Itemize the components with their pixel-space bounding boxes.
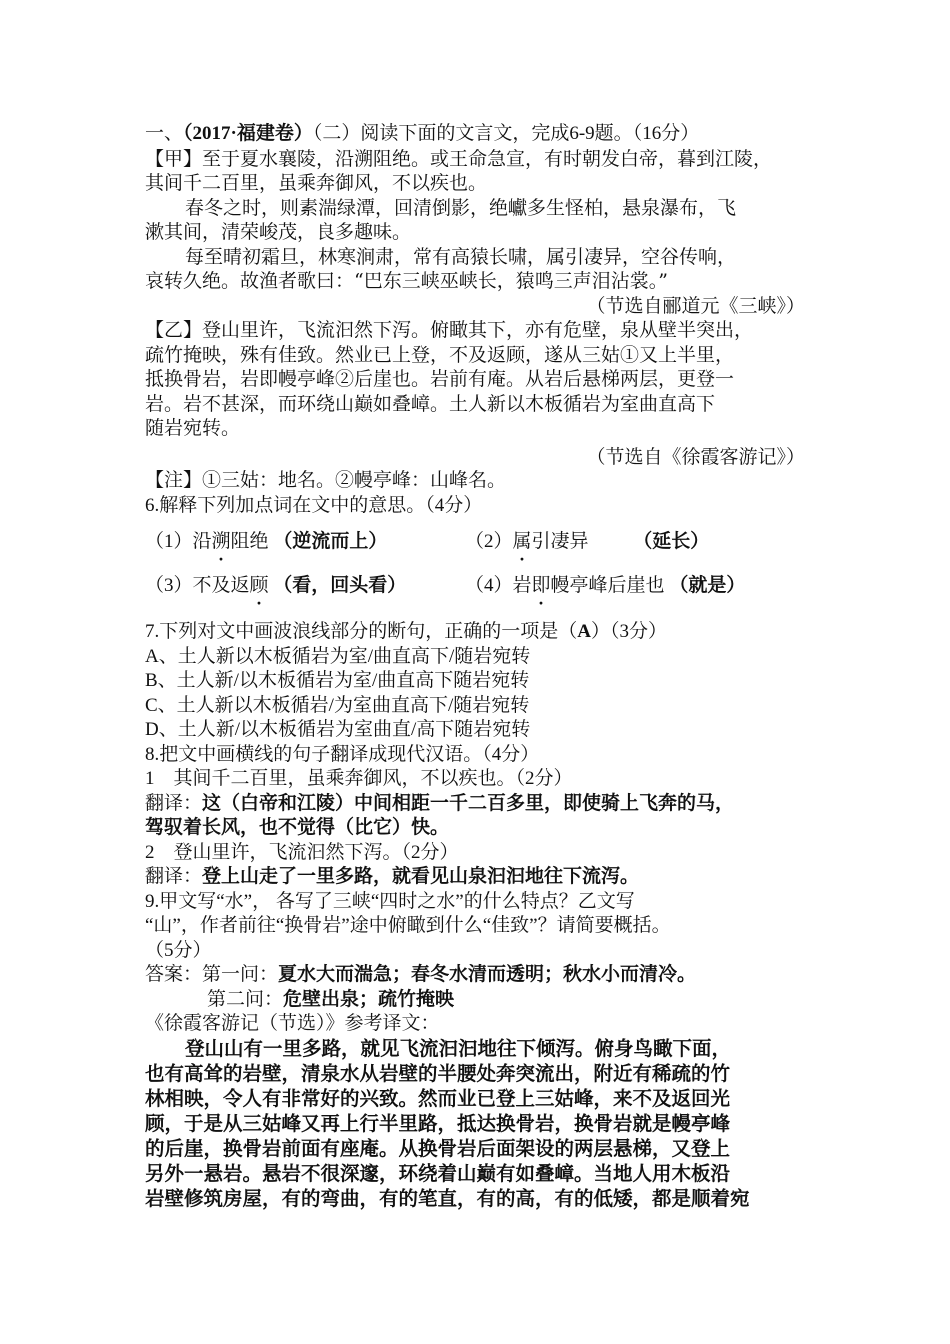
dotted-word: 属 xyxy=(512,531,532,552)
item-text: 不及返 xyxy=(192,575,250,596)
translation-label: 翻译： xyxy=(145,866,203,887)
item-number: （2） xyxy=(465,531,513,552)
question-9 xyxy=(145,890,825,1013)
sentence-1: 1 其间千二百里，虽乘奔御风，不以疾也。（2分） xyxy=(145,768,573,789)
dotted-word: 溯 xyxy=(211,531,231,552)
stem-answer: A xyxy=(577,621,591,642)
translation-line: 林相映，令人有非常好的兴致。然而业已登上三姑峰，来不及返回光 xyxy=(145,1088,731,1110)
translation-title: 《徐霞客游记（节选）》参考译文： xyxy=(145,1013,440,1034)
vocab-item xyxy=(145,530,465,564)
item-number: （4） xyxy=(465,575,513,596)
vocab-item xyxy=(465,574,785,608)
stem-text: ）（3分） xyxy=(591,621,668,642)
passage-line: 随岩宛转。 xyxy=(145,417,241,439)
option-d: D、土人新/以木板循岩为室曲直/高下随岩宛转 xyxy=(145,719,531,740)
translation-text: 登上山走了一里多路，就看见山泉汩汩地往下流泻。 xyxy=(202,866,640,887)
option-b: B、土人新/以木板循岩为室/曲直高下随岩宛转 xyxy=(145,670,530,691)
stem-text: 7.下列对文中画波浪线部分的断句，正确的一项是（ xyxy=(145,621,578,642)
dotted-word: 顾 xyxy=(249,575,269,596)
question-stem: 9.甲文写“水”， 各写了三峡“四时之水”的什么特点？乙文写 xyxy=(145,890,635,912)
translation-1-cont: 驾驭着长风，也不觉得（比它）快。 xyxy=(145,817,450,838)
section-header xyxy=(145,122,825,147)
translation-line: 顾，于是从三姑峰又再上行半里路，抵达换骨岩，换骨岩就是幔亭峰 xyxy=(145,1113,731,1135)
item-text: 沿 xyxy=(192,531,212,552)
vocab-item xyxy=(145,574,465,608)
translation-line: 也有高耸的岩壁，清泉水从岩壁的半腰处奔突流出，附近有稀疏的竹 xyxy=(145,1063,731,1085)
reference-translation xyxy=(145,1012,825,1212)
passage-line: 哀转久绝。故渔者歌曰：“巴东三峡巫峡长，猿鸣三声泪沾裳。” xyxy=(145,270,668,292)
passage-line: 其间千二百里，虽乘奔御风，不以疾也。 xyxy=(145,172,488,194)
passage-yi xyxy=(145,318,825,469)
passage-line: 抵换骨岩，岩即幔亭峰②后崖也。岩前有庵。从岩后悬梯两层，更登一 xyxy=(145,368,735,390)
passage-line: 春冬之时，则素湍绿潭，回清倒影，绝巘多生怪柏，悬泉瀑布，飞 xyxy=(185,196,737,219)
passage-source: （节选自《徐霞客游记》） xyxy=(586,445,805,468)
answer-label: 答案：第一问： xyxy=(145,964,279,985)
item-answer: （逆流而上） xyxy=(273,531,388,552)
item-answer: （就是） xyxy=(669,575,746,596)
translation-line: 另外一悬岩。悬岩不很深邃，环绕着山巅有如叠嶂。当地人用木板沿 xyxy=(145,1163,731,1185)
passage-line: 漱其间，清荣峻茂，良多趣味。 xyxy=(145,221,412,243)
sentence-2: 2 登山里许，飞流汩然下泻。（2分） xyxy=(145,841,459,863)
translation-body xyxy=(145,1037,825,1212)
question-8 xyxy=(145,743,825,890)
option-a: A、土人新以木板循岩为室/曲直高下/随岩宛转 xyxy=(145,645,531,667)
translation-1 xyxy=(145,792,825,817)
passage-line: 疏竹掩映，殊有佳致。然业已上登，不及返顾，遂从三姑①又上半里， xyxy=(145,343,735,366)
question-stem: （5分） xyxy=(145,939,212,961)
answer-label: 第二问： xyxy=(207,988,284,1010)
translation-line: 登山山有一里多路，就见飞流汩汩地往下倾泻。俯身鸟瞰下面， xyxy=(185,1038,732,1060)
option-c: C、土人新以木板循岩/为室曲直高下/随岩宛转 xyxy=(145,694,530,716)
vocab-row xyxy=(145,574,825,608)
answer-text: 危壁出泉；疏竹掩映 xyxy=(283,988,455,1010)
item-answer: （看，回头看） xyxy=(273,575,407,596)
question-6 xyxy=(145,494,825,609)
header-prefix: 一、 xyxy=(145,123,184,144)
header-rest: （二）阅读下面的文言文，完成6-9题。（16分） xyxy=(312,123,700,144)
vocab-row xyxy=(145,530,825,564)
header-source: （2017·福建卷） xyxy=(183,123,313,144)
translation-line: 的后崖，换骨岩前面有座庵。从换骨岩后面架设的两层悬梯，又登上 xyxy=(145,1138,731,1160)
passage-line: 岩。岩不甚深，而环绕山巅如叠嶂。土人新以木板循岩为室曲直高下 xyxy=(145,392,716,415)
translation-2 xyxy=(145,865,825,890)
item-text: 岩 xyxy=(512,575,532,596)
item-answer: （延长） xyxy=(633,531,710,552)
dotted-word: 即 xyxy=(531,575,551,596)
item-text: 阻绝 xyxy=(230,531,269,552)
translation-label: 翻译： xyxy=(145,792,203,814)
translation-line: 岩壁修筑房屋，有的弯曲，有的笔直，有的高，有的低矮，都是顺着宛 xyxy=(145,1188,750,1210)
item-number: （3） xyxy=(145,575,193,596)
question-stem: “山”，作者前往“换骨岩”途中俯瞰到什么“佳致”？请简要概括。 xyxy=(145,915,671,936)
answer-text: 夏水大而湍急；春冬水清而透明；秋水小而清冷。 xyxy=(278,964,697,985)
answer-2 xyxy=(145,988,825,1013)
item-text: 幔亭峰后崖也 xyxy=(550,575,665,596)
passage-line: 【甲】至于夏水襄陵，沿溯阻绝。或王命急宣，有时朝发白帝，暮到江陵， xyxy=(145,147,773,170)
passage-line: 【乙】登山里许，飞流汩然下泻。俯瞰其下，亦有危壁，泉从壁半突出， xyxy=(145,319,754,341)
item-text: 引凄异 xyxy=(531,531,589,552)
passage-source: （节选自郦道元《三峡》） xyxy=(586,294,805,317)
vocab-item xyxy=(465,530,785,564)
translation-text: 这（白帝和江陵）中间相距一千二百多里，即使骑上飞奔的马， xyxy=(202,792,735,814)
question-stem: 6.解释下列加点词在文中的意思。（4分） xyxy=(145,494,483,516)
document-page xyxy=(145,122,825,1212)
question-stem xyxy=(145,620,825,645)
note: 【注】①三姑：地名。②幔亭峰：山峰名。 xyxy=(145,470,507,491)
passage-jia xyxy=(145,147,825,319)
item-number: （1） xyxy=(145,531,193,552)
answer-1 xyxy=(145,963,825,988)
passage-line: 每至晴初霜旦，林寒涧肃，常有高猿长啸，属引凄异，空谷传响， xyxy=(185,245,737,268)
question-7 xyxy=(145,620,825,743)
question-stem: 8.把文中画横线的句子翻译成现代汉语。（4分） xyxy=(145,743,540,765)
